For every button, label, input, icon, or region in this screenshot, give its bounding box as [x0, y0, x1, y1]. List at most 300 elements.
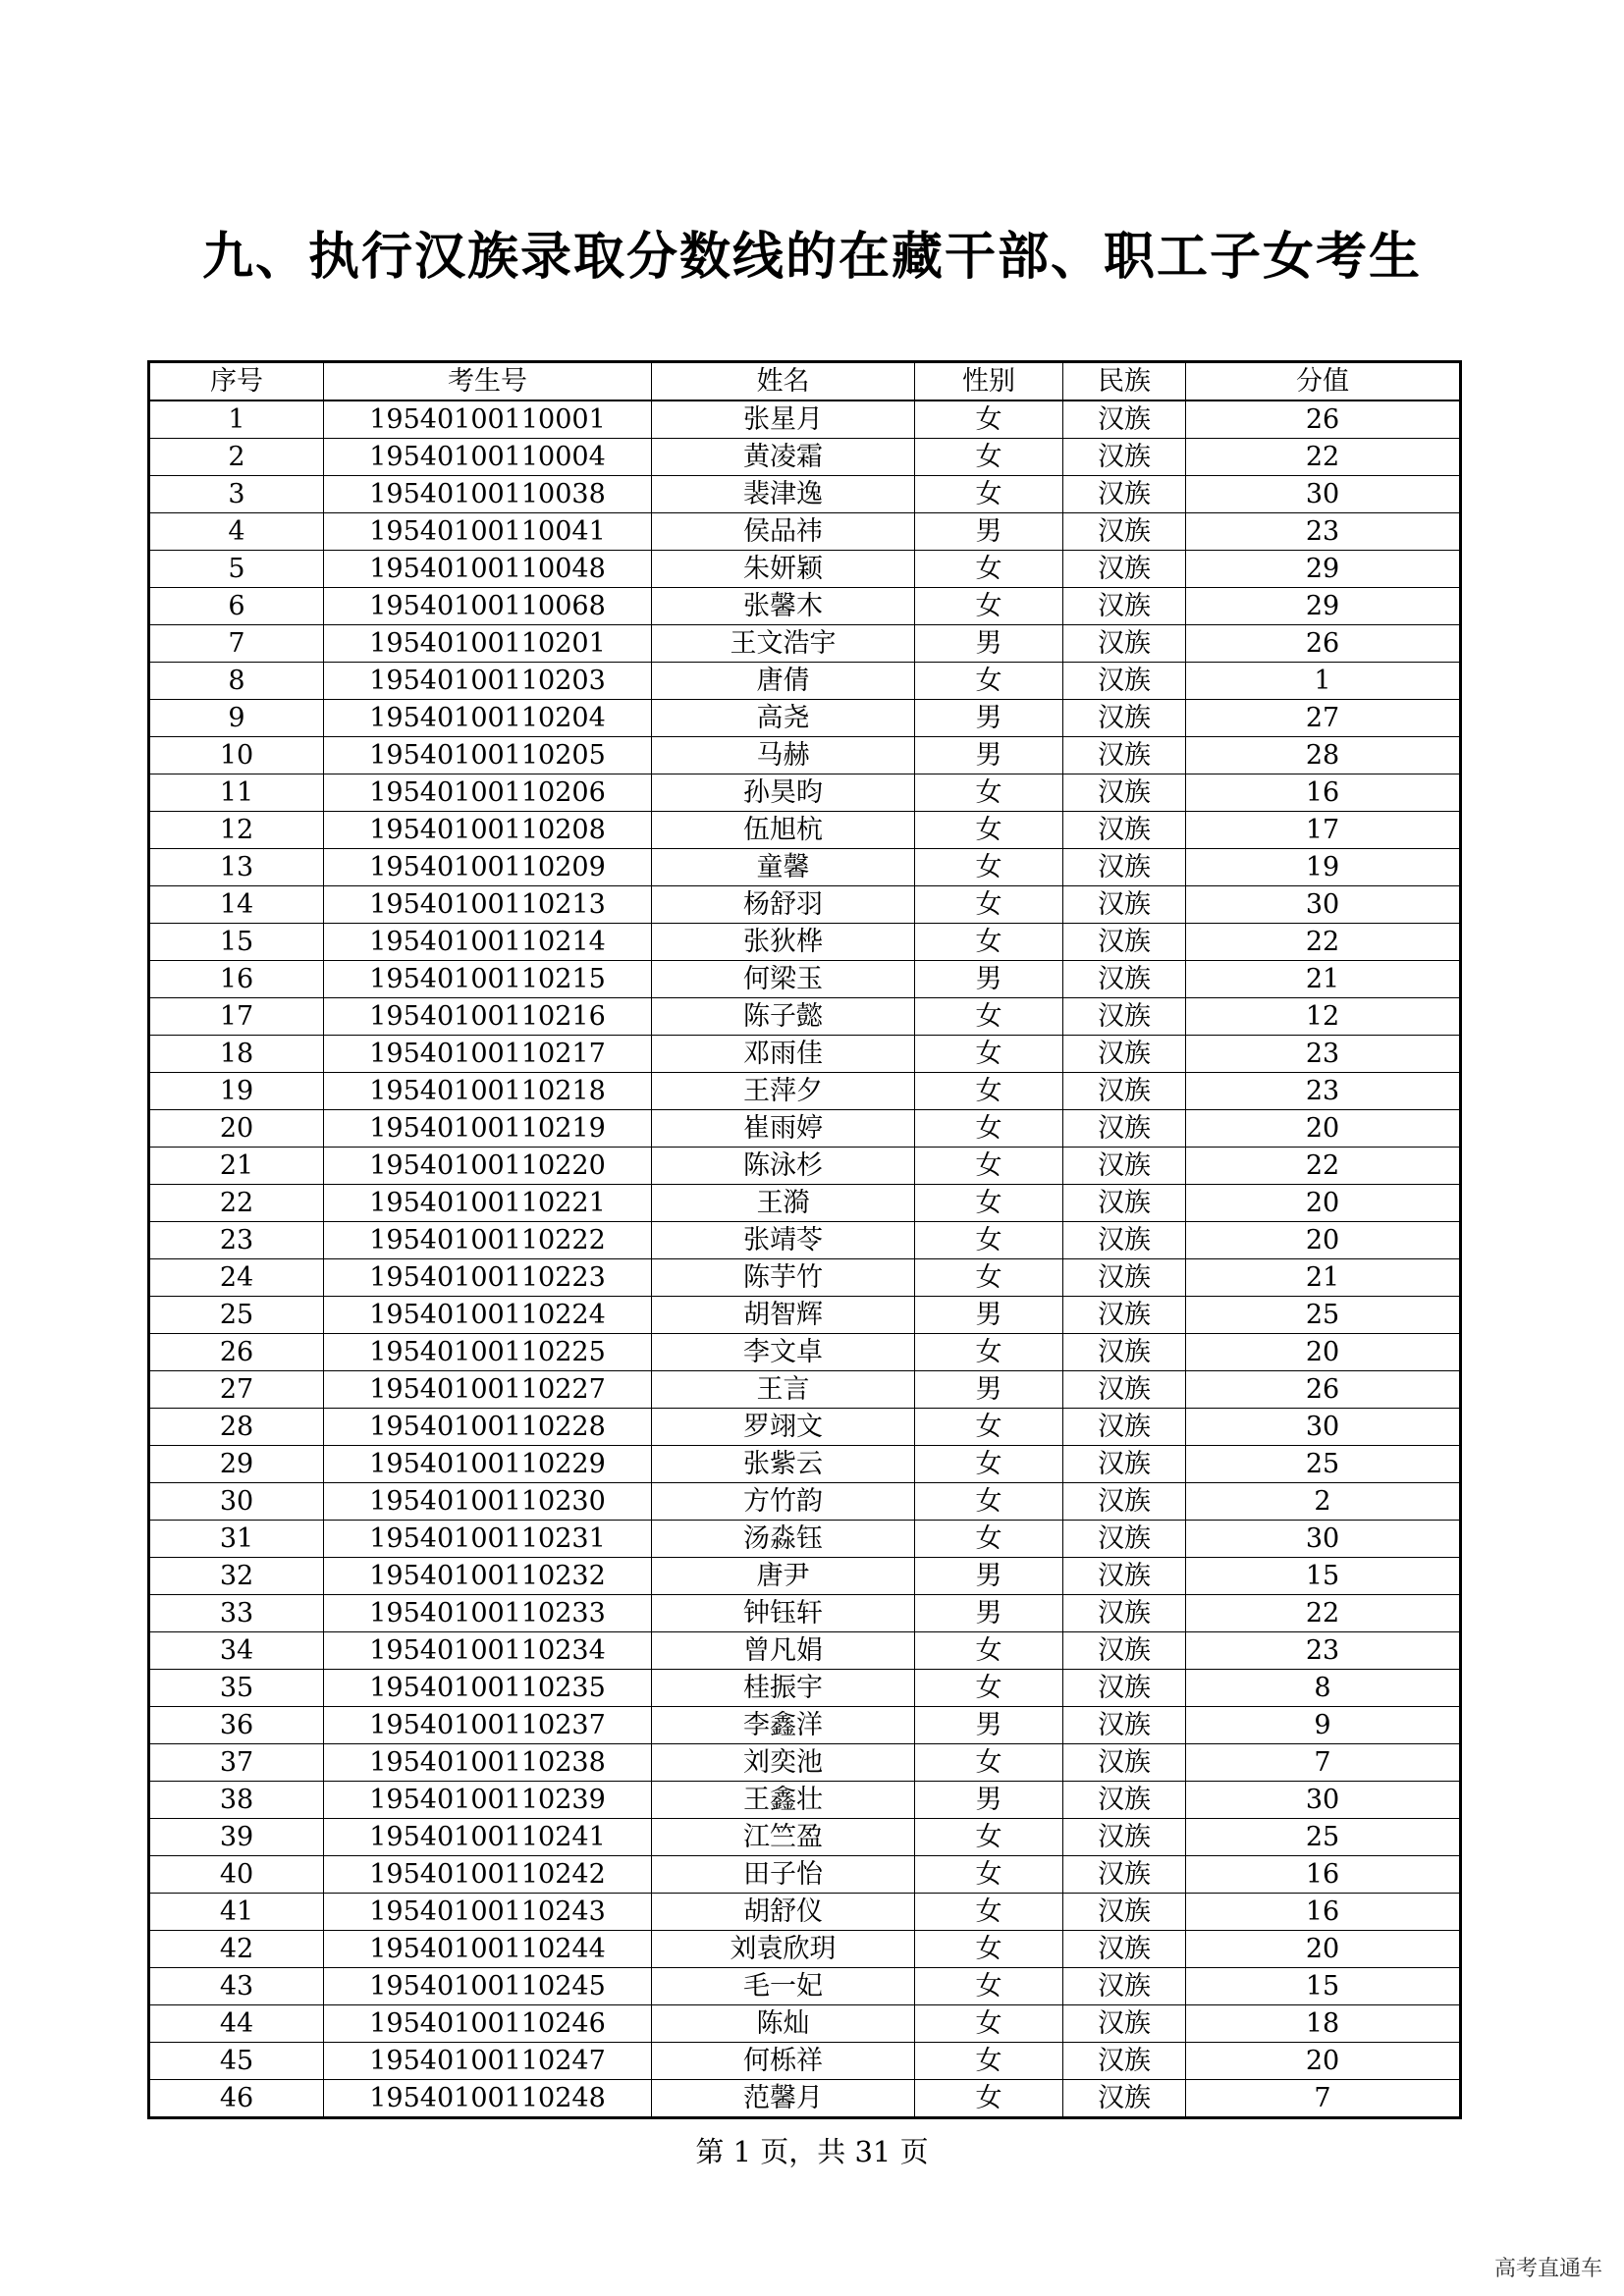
cell-ethnicity: 汉族 [1063, 625, 1186, 663]
cell-exam-id: 19540100110243 [324, 1894, 652, 1931]
cell-gender: 男 [915, 1707, 1063, 1744]
cell-name: 钟钰轩 [652, 1595, 915, 1632]
cell-ethnicity: 汉族 [1063, 1483, 1186, 1521]
cell-score: 27 [1186, 700, 1461, 737]
cell-exam-id: 19540100110245 [324, 1968, 652, 2005]
cell-index: 17 [149, 998, 324, 1036]
cell-gender: 女 [915, 1483, 1063, 1521]
cell-exam-id: 19540100110206 [324, 774, 652, 812]
cell-ethnicity: 汉族 [1063, 1036, 1186, 1073]
cell-gender: 男 [915, 625, 1063, 663]
cell-index: 38 [149, 1782, 324, 1819]
cell-name: 毛一妃 [652, 1968, 915, 2005]
cell-gender: 男 [915, 1371, 1063, 1409]
column-header-ethnicity: 民族 [1063, 362, 1186, 401]
cell-ethnicity: 汉族 [1063, 551, 1186, 588]
cell-gender: 女 [915, 551, 1063, 588]
table-body [149, 400, 1461, 2118]
table-row [149, 1744, 1461, 1782]
cell-index: 30 [149, 1483, 324, 1521]
cell-gender: 男 [915, 1595, 1063, 1632]
cell-gender: 女 [915, 1036, 1063, 1073]
table-row [149, 1185, 1461, 1222]
cell-name: 曾凡娟 [652, 1632, 915, 1670]
cell-ethnicity: 汉族 [1063, 1371, 1186, 1409]
cell-score: 16 [1186, 1856, 1461, 1894]
cell-index: 36 [149, 1707, 324, 1744]
table-row [149, 1222, 1461, 1259]
cell-gender: 女 [915, 886, 1063, 924]
cell-score: 8 [1186, 1670, 1461, 1707]
cell-name: 何栎祥 [652, 2043, 915, 2080]
table-row [149, 924, 1461, 961]
cell-index: 24 [149, 1259, 324, 1297]
cell-exam-id: 19540100110238 [324, 1744, 652, 1782]
cell-exam-id: 19540100110233 [324, 1595, 652, 1632]
cell-name: 王萍夕 [652, 1073, 915, 1110]
table-row [149, 1297, 1461, 1334]
cell-gender: 男 [915, 700, 1063, 737]
page-title: 九、执行汉族录取分数线的在藏干部、职工子女考生 [201, 228, 1422, 287]
table-row [149, 961, 1461, 998]
cell-exam-id: 19540100110246 [324, 2005, 652, 2043]
table-row [149, 2080, 1461, 2118]
cell-ethnicity: 汉族 [1063, 1073, 1186, 1110]
cell-index: 43 [149, 1968, 324, 2005]
cell-gender: 女 [915, 400, 1063, 439]
cell-index: 29 [149, 1446, 324, 1483]
cell-score: 18 [1186, 2005, 1461, 2043]
cell-ethnicity: 汉族 [1063, 1185, 1186, 1222]
cell-name: 李鑫洋 [652, 1707, 915, 1744]
cell-index: 11 [149, 774, 324, 812]
cell-ethnicity: 汉族 [1063, 1446, 1186, 1483]
cell-score: 21 [1186, 961, 1461, 998]
cell-gender: 女 [915, 1521, 1063, 1558]
cell-exam-id: 19540100110247 [324, 2043, 652, 2080]
cell-gender: 女 [915, 663, 1063, 700]
cell-exam-id: 19540100110004 [324, 439, 652, 476]
cell-exam-id: 19540100110204 [324, 700, 652, 737]
cell-score: 22 [1186, 1148, 1461, 1185]
cell-score: 16 [1186, 1894, 1461, 1931]
cell-ethnicity: 汉族 [1063, 1222, 1186, 1259]
cell-score: 15 [1186, 1968, 1461, 2005]
cell-gender: 女 [915, 774, 1063, 812]
cell-gender: 女 [915, 1931, 1063, 1968]
cell-ethnicity: 汉族 [1063, 1334, 1186, 1371]
cell-index: 7 [149, 625, 324, 663]
cell-name: 江竺盈 [652, 1819, 915, 1856]
cell-index: 31 [149, 1521, 324, 1558]
cell-gender: 女 [915, 1148, 1063, 1185]
cell-score: 23 [1186, 1073, 1461, 1110]
table-row [149, 625, 1461, 663]
cell-gender: 女 [915, 1446, 1063, 1483]
cell-name: 张狄桦 [652, 924, 915, 961]
cell-index: 10 [149, 737, 324, 774]
cell-name: 张星月 [652, 400, 915, 439]
cell-name: 范馨月 [652, 2080, 915, 2118]
cell-exam-id: 19540100110215 [324, 961, 652, 998]
cell-score: 23 [1186, 513, 1461, 551]
cell-name: 黄凌霜 [652, 439, 915, 476]
cell-score: 23 [1186, 1036, 1461, 1073]
cell-exam-id: 19540100110241 [324, 1819, 652, 1856]
cell-gender: 女 [915, 812, 1063, 849]
cell-name: 王漪 [652, 1185, 915, 1222]
cell-ethnicity: 汉族 [1063, 1259, 1186, 1297]
table-row [149, 476, 1461, 513]
cell-exam-id: 19540100110222 [324, 1222, 652, 1259]
cell-exam-id: 19540100110248 [324, 2080, 652, 2118]
column-header-index: 序号 [149, 362, 324, 401]
cell-index: 32 [149, 1558, 324, 1595]
cell-ethnicity: 汉族 [1063, 924, 1186, 961]
cell-score: 22 [1186, 1595, 1461, 1632]
cell-exam-id: 19540100110229 [324, 1446, 652, 1483]
cell-ethnicity: 汉族 [1063, 774, 1186, 812]
cell-gender: 男 [915, 961, 1063, 998]
cell-ethnicity: 汉族 [1063, 1782, 1186, 1819]
cell-score: 7 [1186, 1744, 1461, 1782]
cell-ethnicity: 汉族 [1063, 849, 1186, 886]
cell-exam-id: 19540100110223 [324, 1259, 652, 1297]
cell-ethnicity: 汉族 [1063, 513, 1186, 551]
cell-gender: 女 [915, 2080, 1063, 2118]
table-row [149, 774, 1461, 812]
table-row [149, 588, 1461, 625]
cell-ethnicity: 汉族 [1063, 400, 1186, 439]
cell-name: 张紫云 [652, 1446, 915, 1483]
cell-index: 12 [149, 812, 324, 849]
cell-gender: 女 [915, 588, 1063, 625]
cell-ethnicity: 汉族 [1063, 1670, 1186, 1707]
cell-index: 42 [149, 1931, 324, 1968]
cell-ethnicity: 汉族 [1063, 1968, 1186, 2005]
cell-score: 20 [1186, 1222, 1461, 1259]
cell-index: 8 [149, 663, 324, 700]
cell-gender: 女 [915, 1110, 1063, 1148]
cell-index: 46 [149, 2080, 324, 2118]
cell-exam-id: 19540100110237 [324, 1707, 652, 1744]
table-row [149, 1446, 1461, 1483]
table-row [149, 1148, 1461, 1185]
cell-exam-id: 19540100110230 [324, 1483, 652, 1521]
cell-exam-id: 19540100110244 [324, 1931, 652, 1968]
table-row [149, 812, 1461, 849]
cell-index: 4 [149, 513, 324, 551]
cell-exam-id: 19540100110224 [324, 1297, 652, 1334]
cell-ethnicity: 汉族 [1063, 588, 1186, 625]
cell-gender: 男 [915, 513, 1063, 551]
table-row [149, 1595, 1461, 1632]
cell-name: 朱妍颖 [652, 551, 915, 588]
cell-ethnicity: 汉族 [1063, 1595, 1186, 1632]
cell-name: 陈子懿 [652, 998, 915, 1036]
cell-exam-id: 19540100110048 [324, 551, 652, 588]
cell-index: 13 [149, 849, 324, 886]
cell-ethnicity: 汉族 [1063, 1894, 1186, 1931]
cell-gender: 女 [915, 1968, 1063, 2005]
table-row [149, 737, 1461, 774]
cell-exam-id: 19540100110203 [324, 663, 652, 700]
cell-ethnicity: 汉族 [1063, 886, 1186, 924]
cell-gender: 女 [915, 1894, 1063, 1931]
cell-gender: 女 [915, 476, 1063, 513]
cell-exam-id: 19540100110038 [324, 476, 652, 513]
cell-exam-id: 19540100110208 [324, 812, 652, 849]
cell-ethnicity: 汉族 [1063, 476, 1186, 513]
cell-index: 41 [149, 1894, 324, 1931]
cell-exam-id: 19540100110216 [324, 998, 652, 1036]
cell-ethnicity: 汉族 [1063, 1110, 1186, 1148]
table-row [149, 1259, 1461, 1297]
cell-name: 李文卓 [652, 1334, 915, 1371]
cell-name: 邓雨佳 [652, 1036, 915, 1073]
cell-name: 唐尹 [652, 1558, 915, 1595]
table-row [149, 849, 1461, 886]
cell-name: 方竹韵 [652, 1483, 915, 1521]
cell-exam-id: 19540100110239 [324, 1782, 652, 1819]
cell-ethnicity: 汉族 [1063, 1558, 1186, 1595]
cell-exam-id: 19540100110041 [324, 513, 652, 551]
column-header-name: 姓名 [652, 362, 915, 401]
column-header-exam-id: 考生号 [324, 362, 652, 401]
cell-index: 5 [149, 551, 324, 588]
cell-ethnicity: 汉族 [1063, 2043, 1186, 2080]
cell-ethnicity: 汉族 [1063, 1297, 1186, 1334]
cell-gender: 女 [915, 1222, 1063, 1259]
cell-gender: 女 [915, 1856, 1063, 1894]
cell-index: 14 [149, 886, 324, 924]
cell-name: 胡舒仪 [652, 1894, 915, 1931]
cell-gender: 女 [915, 924, 1063, 961]
cell-index: 45 [149, 2043, 324, 2080]
cell-name: 桂振宇 [652, 1670, 915, 1707]
cell-name: 伍旭杭 [652, 812, 915, 849]
table-row [149, 551, 1461, 588]
cell-score: 26 [1186, 400, 1461, 439]
table-row [149, 1931, 1461, 1968]
cell-score: 12 [1186, 998, 1461, 1036]
cell-score: 23 [1186, 1632, 1461, 1670]
cell-index: 37 [149, 1744, 324, 1782]
cell-index: 23 [149, 1222, 324, 1259]
table-row [149, 1371, 1461, 1409]
cell-exam-id: 19540100110232 [324, 1558, 652, 1595]
cell-exam-id: 19540100110228 [324, 1409, 652, 1446]
cell-index: 16 [149, 961, 324, 998]
cell-exam-id: 19540100110234 [324, 1632, 652, 1670]
cell-exam-id: 19540100110214 [324, 924, 652, 961]
cell-gender: 女 [915, 1073, 1063, 1110]
cell-index: 34 [149, 1632, 324, 1670]
cell-score: 15 [1186, 1558, 1461, 1595]
table-row [149, 1483, 1461, 1521]
cell-gender: 女 [915, 2043, 1063, 2080]
cell-exam-id: 19540100110001 [324, 400, 652, 439]
cell-gender: 女 [915, 1744, 1063, 1782]
cell-name: 崔雨婷 [652, 1110, 915, 1148]
cell-exam-id: 19540100110231 [324, 1521, 652, 1558]
table-row [149, 1409, 1461, 1446]
cell-score: 20 [1186, 2043, 1461, 2080]
cell-score: 30 [1186, 1782, 1461, 1819]
table-row [149, 1036, 1461, 1073]
cell-gender: 男 [915, 1782, 1063, 1819]
cell-score: 29 [1186, 551, 1461, 588]
cell-ethnicity: 汉族 [1063, 1931, 1186, 1968]
table-row [149, 1968, 1461, 2005]
cell-index: 40 [149, 1856, 324, 1894]
cell-exam-id: 19540100110213 [324, 886, 652, 924]
cell-index: 35 [149, 1670, 324, 1707]
cell-gender: 女 [915, 1632, 1063, 1670]
cell-score: 20 [1186, 1931, 1461, 1968]
cell-gender: 女 [915, 1334, 1063, 1371]
cell-exam-id: 19540100110217 [324, 1036, 652, 1073]
cell-ethnicity: 汉族 [1063, 2080, 1186, 2118]
table-row [149, 2005, 1461, 2043]
cell-score: 1 [1186, 663, 1461, 700]
cell-ethnicity: 汉族 [1063, 1707, 1186, 1744]
cell-ethnicity: 汉族 [1063, 439, 1186, 476]
cell-gender: 女 [915, 1670, 1063, 1707]
table-row [149, 886, 1461, 924]
cell-score: 17 [1186, 812, 1461, 849]
table-row [149, 1782, 1461, 1819]
cell-ethnicity: 汉族 [1063, 998, 1186, 1036]
cell-name: 罗翊文 [652, 1409, 915, 1446]
cell-index: 27 [149, 1371, 324, 1409]
cell-name: 胡智辉 [652, 1297, 915, 1334]
cell-gender: 女 [915, 1819, 1063, 1856]
cell-score: 30 [1186, 886, 1461, 924]
cell-score: 19 [1186, 849, 1461, 886]
cell-score: 16 [1186, 774, 1461, 812]
cell-score: 25 [1186, 1819, 1461, 1856]
cell-index: 25 [149, 1297, 324, 1334]
cell-gender: 男 [915, 1558, 1063, 1595]
cell-exam-id: 19540100110221 [324, 1185, 652, 1222]
cell-gender: 女 [915, 439, 1063, 476]
cell-index: 21 [149, 1148, 324, 1185]
table-row [149, 700, 1461, 737]
cell-name: 唐倩 [652, 663, 915, 700]
cell-ethnicity: 汉族 [1063, 1819, 1186, 1856]
cell-index: 6 [149, 588, 324, 625]
cell-name: 张馨木 [652, 588, 915, 625]
cell-ethnicity: 汉族 [1063, 961, 1186, 998]
table-row [149, 400, 1461, 439]
cell-score: 25 [1186, 1297, 1461, 1334]
cell-name: 裴津逸 [652, 476, 915, 513]
cell-index: 20 [149, 1110, 324, 1148]
cell-score: 20 [1186, 1185, 1461, 1222]
cell-exam-id: 19540100110225 [324, 1334, 652, 1371]
cell-score: 21 [1186, 1259, 1461, 1297]
cell-index: 28 [149, 1409, 324, 1446]
cell-exam-id: 19540100110209 [324, 849, 652, 886]
cell-name: 高尧 [652, 700, 915, 737]
cell-ethnicity: 汉族 [1063, 1632, 1186, 1670]
cell-score: 20 [1186, 1334, 1461, 1371]
cell-ethnicity: 汉族 [1063, 1409, 1186, 1446]
cell-ethnicity: 汉族 [1063, 1148, 1186, 1185]
cell-exam-id: 19540100110068 [324, 588, 652, 625]
cell-ethnicity: 汉族 [1063, 700, 1186, 737]
cell-name: 田子怡 [652, 1856, 915, 1894]
cell-index: 3 [149, 476, 324, 513]
cell-gender: 女 [915, 2005, 1063, 2043]
table-row [149, 1856, 1461, 1894]
cell-name: 王鑫壮 [652, 1782, 915, 1819]
cell-score: 2 [1186, 1483, 1461, 1521]
column-header-gender: 性别 [915, 362, 1063, 401]
cell-index: 33 [149, 1595, 324, 1632]
cell-exam-id: 19540100110242 [324, 1856, 652, 1894]
cell-gender: 女 [915, 1185, 1063, 1222]
table-row [149, 513, 1461, 551]
cell-exam-id: 19540100110205 [324, 737, 652, 774]
cell-score: 9 [1186, 1707, 1461, 1744]
cell-ethnicity: 汉族 [1063, 737, 1186, 774]
cell-index: 1 [149, 400, 324, 439]
cell-exam-id: 19540100110220 [324, 1148, 652, 1185]
cell-index: 15 [149, 924, 324, 961]
cell-ethnicity: 汉族 [1063, 1521, 1186, 1558]
table-row [149, 1558, 1461, 1595]
cell-ethnicity: 汉族 [1063, 663, 1186, 700]
cell-ethnicity: 汉族 [1063, 1744, 1186, 1782]
page-footer: 第 1 页，共 31 页 [695, 2135, 929, 2168]
table-header-row [149, 362, 1461, 401]
table-row [149, 439, 1461, 476]
table-row [149, 1334, 1461, 1371]
column-header-score: 分值 [1186, 362, 1461, 401]
table-row [149, 1632, 1461, 1670]
cell-name: 陈灿 [652, 2005, 915, 2043]
table-row [149, 1707, 1461, 1744]
cell-name: 童馨 [652, 849, 915, 886]
cell-name: 孙昊昀 [652, 774, 915, 812]
cell-gender: 女 [915, 998, 1063, 1036]
cell-name: 侯品祎 [652, 513, 915, 551]
cell-index: 18 [149, 1036, 324, 1073]
cell-ethnicity: 汉族 [1063, 812, 1186, 849]
table-row [149, 1110, 1461, 1148]
cell-exam-id: 19540100110201 [324, 625, 652, 663]
cell-score: 29 [1186, 588, 1461, 625]
table-row [149, 1670, 1461, 1707]
table-row [149, 1521, 1461, 1558]
cell-index: 19 [149, 1073, 324, 1110]
cell-score: 30 [1186, 1409, 1461, 1446]
cell-index: 2 [149, 439, 324, 476]
cell-name: 王言 [652, 1371, 915, 1409]
cell-gender: 男 [915, 1297, 1063, 1334]
cell-index: 44 [149, 2005, 324, 2043]
watermark: 高考直通车 [1493, 2257, 1602, 2281]
cell-index: 26 [149, 1334, 324, 1371]
cell-score: 7 [1186, 2080, 1461, 2118]
cell-name: 王文浩宇 [652, 625, 915, 663]
cell-name: 汤淼钰 [652, 1521, 915, 1558]
cell-score: 25 [1186, 1446, 1461, 1483]
cell-name: 何梁玉 [652, 961, 915, 998]
candidate-table [147, 360, 1462, 2119]
